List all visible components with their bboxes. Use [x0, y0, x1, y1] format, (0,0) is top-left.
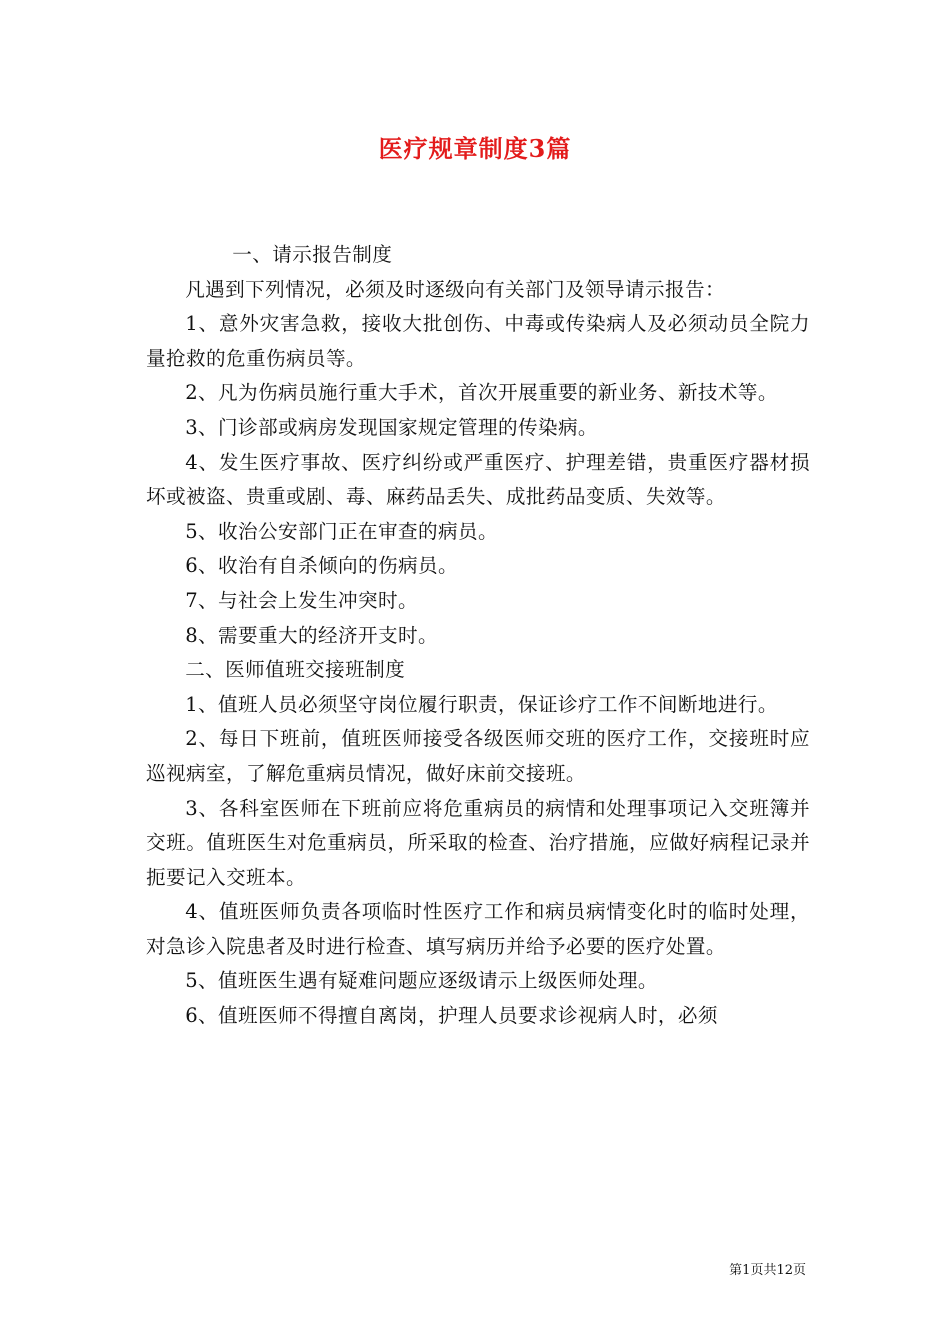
- document-title: 医疗规章制度3篇: [378, 134, 572, 163]
- page-number: 第1页共12页: [729, 1263, 806, 1278]
- paragraph: 2、每日下班前，值班医师接受各级医师交班的医疗工作，交接班时应巡视病室，了解危重病员情况，做好床前交接班。: [146, 727, 810, 785]
- document-body: [146, 238, 810, 1034]
- paragraph: 8、需要重大的经济开支时。: [185, 623, 438, 647]
- paragraph: 凡遇到下列情况，必须及时逐级向有关部门及领导请示报告：: [185, 277, 726, 301]
- paragraph: 2、凡为伤病员施行重大手术，首次开展重要的新业务、新技术等。: [185, 381, 778, 405]
- paragraph: 5、收治公安部门正在审查的病员。: [185, 519, 498, 543]
- paragraph: 6、收治有自杀倾向的伤病员。: [185, 554, 458, 578]
- paragraph: 4、发生医疗事故、医疗纠纷或严重医疗、护理差错，贵重医疗器材损坏或被盗、贵重或剧、毒、麻药品丢失、成批药品变质、失效等。: [146, 450, 810, 509]
- section-heading-1: 一、请示报告制度: [232, 243, 393, 266]
- paragraph: 3、门诊部或病房发现国家规定管理的传染病。: [185, 415, 598, 439]
- paragraph: 3、各科室医师在下班前应将危重病员的病情和处理事项记入交班簿并交班。值班医生对危重病员，所采取的检查、治疗措施，应做好病程记录并扼要记入交班本。: [146, 796, 810, 889]
- paragraph: 1、意外灾害急救，接收大批创伤、中毒或传染病人及必须动员全院力量抢救的危重伤病员等。: [146, 312, 810, 370]
- paragraph: 5、值班医生遇有疑难问题应逐级请示上级医师处理。: [185, 969, 658, 993]
- paragraph: 7、与社会上发生冲突时。: [185, 588, 418, 612]
- section-heading-2: 二、医师值班交接班制度: [185, 658, 406, 682]
- paragraph: 4、值班医师负责各项临时性医疗工作和病员病情变化时的临时处理，对急诊入院患者及时进行检查、填写病历并给予必要的医疗处置。: [146, 900, 810, 958]
- paragraph: 1、值班人员必须坚守岗位履行职责，保证诊疗工作不间断地进行。: [185, 692, 778, 716]
- paragraph: 6、值班医师不得擅自离岗，护理人员要求诊视病人时，必须: [185, 1004, 718, 1028]
